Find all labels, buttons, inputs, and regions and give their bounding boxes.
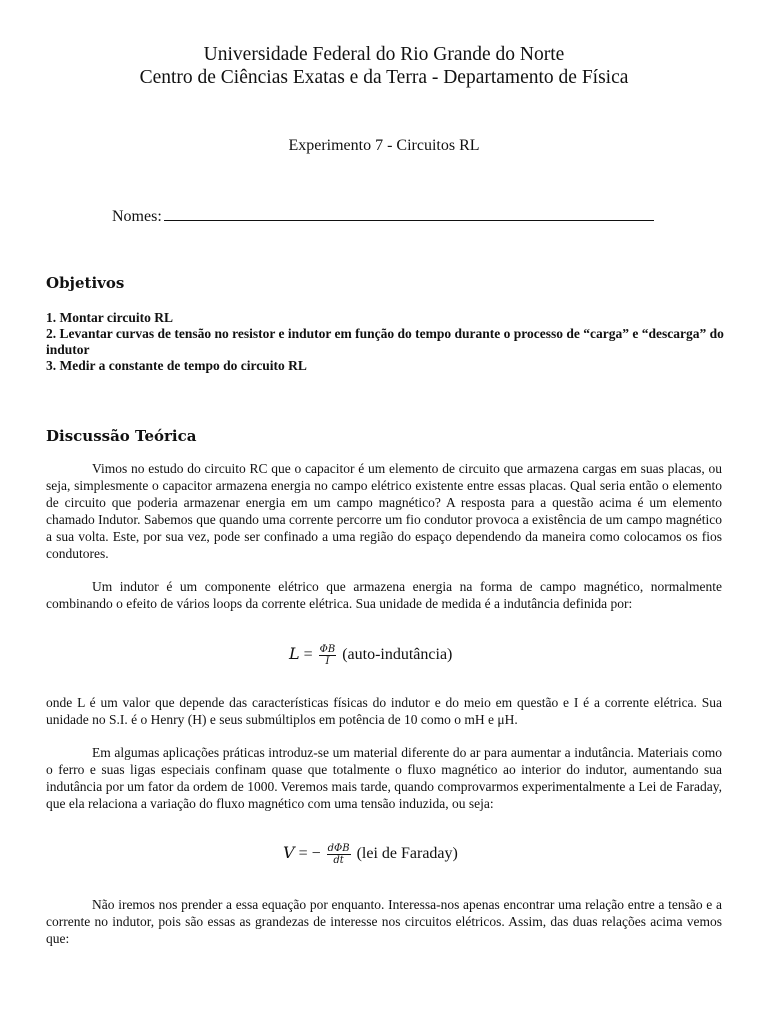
discussion-heading: Discussão Teórica	[46, 427, 197, 445]
paragraph	[46, 744, 722, 812]
fraction-numerator: ΦB	[319, 644, 336, 655]
paragraph-text: Um indutor é um componente elétrico que armazena energia na forma de campo magnético, normalmente combinando o efeito de vários loops da corrente elétrica. Sua unidade de medida é a indutância definida por:	[46, 579, 722, 611]
objective-item: 1. Montar circuito RL	[46, 310, 173, 325]
names-blank-line	[164, 206, 654, 221]
university-name: Universidade Federal do Rio Grande do Norte	[203, 44, 565, 65]
paragraph-text: onde L é um valor que depende das características físicas do indutor e do meio em questão e I é a corrente elétrica. Sua unidade no S.I. é o Henry (H) e seus submúltiplos em potência de 10 como o mH e μH.	[46, 695, 722, 727]
equation-fraction	[319, 644, 337, 667]
names-label: Nomes:	[112, 208, 162, 225]
equation-fraction	[327, 843, 351, 866]
fraction-denominator: dt	[333, 855, 344, 866]
paragraph-text: Não iremos nos prender a essa equação por enquanto. Interessa-nos apenas encontrar uma relação entre a tensão e a corrente no indutor, pois são essas as grandezas de interesse nos circuitos elétricos. Assim, das duas relações acima vemos que:	[46, 897, 722, 946]
equation-self-inductance	[289, 644, 452, 667]
paragraph-text: Vimos no estudo do circuito RC que o capacitor é um elemento de circuito que armazena cargas em suas placas, ou seja, simplesmente o capacitor armazena energia no campo elétrico existente entre essas placas. Qual seria então o elemento de circuito que poderia armazenar energia em um campo magnético? A resposta para a questão acima é um elemento chamado Indutor. Sabemos que quando uma corrente percorre um fio condutor provoca a existência de um campo magnético a sua volta. Este, por sua vez, pode ser confinado a uma região do espaço dependendo da maneira como colocamos os fios condutores.	[46, 461, 722, 561]
paragraph	[46, 694, 722, 728]
fraction-denominator: I	[325, 656, 330, 667]
paragraph	[46, 896, 722, 947]
objective-item: 3. Medir a constante de tempo do circuito RL	[46, 358, 307, 373]
equation-lhs: V	[283, 843, 295, 863]
equation-label: (auto-indutância)	[342, 646, 453, 664]
experiment-title: Experimento 7 - Circuitos RL	[288, 137, 480, 154]
equation-faraday	[283, 843, 458, 866]
fraction-numerator: dΦB	[327, 843, 350, 854]
equation-label: (lei de Faraday)	[356, 845, 458, 863]
paragraph	[46, 578, 722, 612]
equation-operator: = −	[298, 845, 321, 863]
paragraph	[46, 460, 722, 562]
department-name: Centro de Ciências Exatas e da Terra - Departamento de Física	[139, 67, 629, 88]
objectives-list	[46, 310, 726, 374]
objective-item: 2. Levantar curvas de tensão no resistor e indutor em função do tempo durante o processo de “carga” e “descarga” do indutor	[46, 326, 724, 357]
objectives-heading: Objetivos	[46, 274, 125, 292]
paragraph-text: Em algumas aplicações práticas introduz-se um material diferente do ar para aumentar a indutância. Materiais como o ferro e suas ligas especiais confinam quase que totalmente o fluxo magnético ao interior do indutor, aumentando sua indutância por um fator da ordem de 1000. Veremos mais tarde, quando comprovarmos experimentalmente a Lei de Faraday, que ela relaciona a variação do fluxo magnético com uma tensão induzida, ou seja:	[46, 745, 722, 811]
names-field	[112, 206, 654, 226]
equation-lhs: L	[289, 644, 300, 664]
equation-operator: =	[303, 646, 313, 664]
